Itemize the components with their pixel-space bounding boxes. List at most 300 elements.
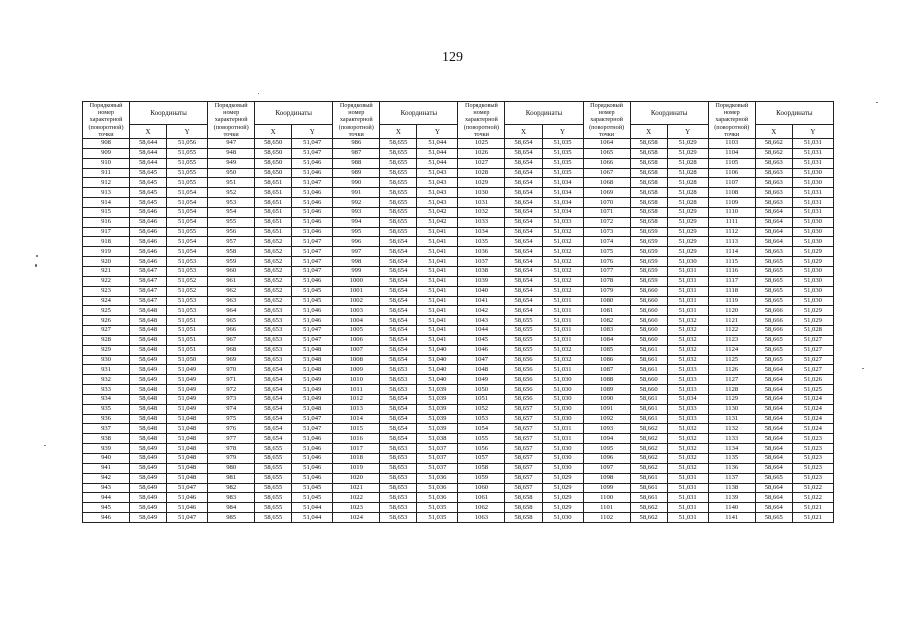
y-cell: 51,053 bbox=[167, 257, 208, 267]
x-cell: 58,660 bbox=[630, 326, 667, 336]
point-number-cell: 1016 bbox=[333, 434, 380, 444]
x-cell: 58,666 bbox=[755, 326, 792, 336]
point-number-cell: 1077 bbox=[583, 266, 630, 276]
point-number-cell: 940 bbox=[83, 454, 130, 464]
point-number-cell: 908 bbox=[83, 139, 130, 149]
y-cell: 51,041 bbox=[417, 335, 458, 345]
y-cell: 51,035 bbox=[417, 513, 458, 523]
y-cell: 51,042 bbox=[417, 217, 458, 227]
y-cell: 51,041 bbox=[417, 296, 458, 306]
y-cell: 51,047 bbox=[167, 513, 208, 523]
y-cell: 51,046 bbox=[292, 454, 333, 464]
point-number-cell: 956 bbox=[208, 227, 255, 237]
y-cell: 51,034 bbox=[542, 198, 583, 208]
point-number-cell: 1129 bbox=[708, 394, 755, 404]
point-number-cell: 979 bbox=[208, 454, 255, 464]
x-cell: 58,648 bbox=[130, 424, 167, 434]
x-cell: 58,662 bbox=[755, 148, 792, 158]
x-cell: 58,654 bbox=[255, 375, 292, 385]
x-cell: 58,664 bbox=[755, 394, 792, 404]
point-number-cell: 1054 bbox=[458, 424, 505, 434]
x-cell: 58,655 bbox=[380, 168, 417, 178]
point-number-cell: 913 bbox=[83, 188, 130, 198]
x-cell: 58,654 bbox=[380, 424, 417, 434]
x-cell: 58,657 bbox=[505, 414, 542, 424]
x-cell: 58,659 bbox=[630, 276, 667, 286]
point-number-cell: 1014 bbox=[333, 414, 380, 424]
table-row bbox=[83, 385, 834, 395]
x-cell: 58,665 bbox=[755, 355, 792, 365]
y-header: Y bbox=[792, 125, 833, 139]
point-number-cell: 928 bbox=[83, 335, 130, 345]
x-header: X bbox=[505, 125, 542, 139]
y-cell: 51,047 bbox=[167, 483, 208, 493]
table-row bbox=[83, 375, 834, 385]
x-cell: 58,662 bbox=[630, 503, 667, 513]
table-row bbox=[83, 326, 834, 336]
y-cell: 51,044 bbox=[417, 139, 458, 149]
x-cell: 58,654 bbox=[380, 276, 417, 286]
y-cell: 51,032 bbox=[542, 257, 583, 267]
y-cell: 51,031 bbox=[667, 296, 708, 306]
table-row bbox=[83, 335, 834, 345]
x-cell: 58,646 bbox=[130, 237, 167, 247]
x-cell: 58,655 bbox=[255, 513, 292, 523]
table-row bbox=[83, 463, 834, 473]
y-cell: 51,031 bbox=[542, 306, 583, 316]
y-cell: 51,035 bbox=[417, 503, 458, 513]
point-number-cell: 1136 bbox=[708, 463, 755, 473]
point-number-cell: 1133 bbox=[708, 434, 755, 444]
point-number-cell: 1017 bbox=[333, 444, 380, 454]
point-number-cell: 953 bbox=[208, 198, 255, 208]
y-cell: 51,049 bbox=[292, 375, 333, 385]
y-cell: 51,049 bbox=[167, 365, 208, 375]
y-cell: 51,054 bbox=[167, 188, 208, 198]
y-cell: 51,048 bbox=[292, 345, 333, 355]
point-number-cell: 1057 bbox=[458, 454, 505, 464]
point-number-cell: 945 bbox=[83, 503, 130, 513]
point-number-cell: 916 bbox=[83, 217, 130, 227]
y-cell: 51,041 bbox=[417, 227, 458, 237]
point-number-cell: 932 bbox=[83, 375, 130, 385]
point-number-cell: 1105 bbox=[708, 158, 755, 168]
point-number-cell: 1009 bbox=[333, 365, 380, 375]
x-cell: 58,657 bbox=[505, 483, 542, 493]
point-number-cell: 950 bbox=[208, 168, 255, 178]
x-cell: 58,646 bbox=[130, 257, 167, 267]
y-cell: 51,032 bbox=[667, 434, 708, 444]
point-number-cell: 962 bbox=[208, 286, 255, 296]
point-number-cell: 1079 bbox=[583, 286, 630, 296]
point-number-cell: 960 bbox=[208, 266, 255, 276]
coordinates-header: Координаты bbox=[630, 102, 708, 125]
x-cell: 58,658 bbox=[630, 148, 667, 158]
x-cell: 58,657 bbox=[505, 404, 542, 414]
point-number-header: Порядковый номер характерной (поворотной) точки bbox=[708, 102, 755, 139]
x-cell: 58,665 bbox=[755, 286, 792, 296]
x-cell: 58,654 bbox=[505, 207, 542, 217]
point-number-cell: 1116 bbox=[708, 266, 755, 276]
x-cell: 58,654 bbox=[380, 286, 417, 296]
x-cell: 58,649 bbox=[130, 513, 167, 523]
x-cell: 58,653 bbox=[380, 513, 417, 523]
point-number-cell: 1001 bbox=[333, 286, 380, 296]
point-number-cell: 1038 bbox=[458, 266, 505, 276]
table-body bbox=[83, 139, 834, 523]
x-cell: 58,649 bbox=[130, 493, 167, 503]
y-cell: 51,047 bbox=[292, 148, 333, 158]
x-cell: 58,662 bbox=[630, 513, 667, 523]
x-cell: 58,664 bbox=[755, 434, 792, 444]
y-cell: 51,032 bbox=[542, 286, 583, 296]
x-cell: 58,653 bbox=[255, 316, 292, 326]
y-cell: 51,023 bbox=[792, 434, 833, 444]
x-cell: 58,653 bbox=[380, 444, 417, 454]
x-cell: 58,654 bbox=[380, 296, 417, 306]
point-number-cell: 1073 bbox=[583, 227, 630, 237]
x-cell: 58,646 bbox=[130, 247, 167, 257]
x-cell: 58,655 bbox=[505, 326, 542, 336]
x-cell: 58,653 bbox=[380, 503, 417, 513]
point-number-cell: 1050 bbox=[458, 385, 505, 395]
x-cell: 58,657 bbox=[505, 434, 542, 444]
point-number-cell: 1100 bbox=[583, 493, 630, 503]
y-cell: 51,021 bbox=[792, 503, 833, 513]
coordinates-header: Координаты bbox=[755, 102, 833, 125]
y-cell: 51,030 bbox=[792, 178, 833, 188]
y-cell: 51,045 bbox=[292, 296, 333, 306]
point-number-cell: 964 bbox=[208, 306, 255, 316]
x-cell: 58,665 bbox=[755, 257, 792, 267]
x-cell: 58,655 bbox=[380, 158, 417, 168]
y-cell: 51,033 bbox=[667, 414, 708, 424]
x-cell: 58,658 bbox=[630, 139, 667, 149]
point-number-cell: 1020 bbox=[333, 473, 380, 483]
x-cell: 58,655 bbox=[505, 335, 542, 345]
y-cell: 51,038 bbox=[417, 434, 458, 444]
point-number-cell: 978 bbox=[208, 444, 255, 454]
y-cell: 51,055 bbox=[167, 158, 208, 168]
x-cell: 58,660 bbox=[630, 375, 667, 385]
x-cell: 58,652 bbox=[255, 266, 292, 276]
y-cell: 51,032 bbox=[667, 424, 708, 434]
x-cell: 58,664 bbox=[755, 503, 792, 513]
point-number-cell: 957 bbox=[208, 237, 255, 247]
y-cell: 51,030 bbox=[792, 276, 833, 286]
y-cell: 51,031 bbox=[542, 335, 583, 345]
point-number-cell: 1052 bbox=[458, 404, 505, 414]
point-number-cell: 1047 bbox=[458, 355, 505, 365]
x-cell: 58,664 bbox=[755, 454, 792, 464]
point-number-cell: 1086 bbox=[583, 355, 630, 365]
point-number-cell: 1113 bbox=[708, 237, 755, 247]
point-number-cell: 1063 bbox=[458, 513, 505, 523]
table-row bbox=[83, 483, 834, 493]
y-cell: 51,037 bbox=[417, 463, 458, 473]
point-number-cell: 915 bbox=[83, 207, 130, 217]
x-cell: 58,661 bbox=[630, 483, 667, 493]
y-cell: 51,055 bbox=[167, 227, 208, 237]
y-cell: 51,046 bbox=[292, 168, 333, 178]
point-number-cell: 1118 bbox=[708, 286, 755, 296]
x-cell: 58,653 bbox=[255, 335, 292, 345]
y-cell: 51,047 bbox=[292, 424, 333, 434]
y-cell: 51,041 bbox=[417, 237, 458, 247]
x-cell: 58,664 bbox=[755, 227, 792, 237]
point-number-cell: 1081 bbox=[583, 306, 630, 316]
x-cell: 58,665 bbox=[755, 266, 792, 276]
x-cell: 58,656 bbox=[505, 365, 542, 375]
table-row bbox=[83, 394, 834, 404]
point-number-cell: 1065 bbox=[583, 148, 630, 158]
y-cell: 51,043 bbox=[417, 188, 458, 198]
point-number-cell: 942 bbox=[83, 473, 130, 483]
point-number-header: Порядковый номер характерной (поворотной) точки bbox=[83, 102, 130, 139]
point-number-cell: 999 bbox=[333, 266, 380, 276]
y-cell: 51,041 bbox=[417, 286, 458, 296]
point-number-cell: 1141 bbox=[708, 513, 755, 523]
x-cell: 58,654 bbox=[505, 257, 542, 267]
y-cell: 51,040 bbox=[417, 345, 458, 355]
point-number-cell: 974 bbox=[208, 404, 255, 414]
y-cell: 51,031 bbox=[667, 306, 708, 316]
x-cell: 58,664 bbox=[755, 414, 792, 424]
x-cell: 58,663 bbox=[755, 188, 792, 198]
y-cell: 51,053 bbox=[167, 266, 208, 276]
y-cell: 51,036 bbox=[417, 483, 458, 493]
point-number-cell: 1068 bbox=[583, 178, 630, 188]
y-cell: 51,046 bbox=[292, 188, 333, 198]
y-cell: 51,046 bbox=[292, 444, 333, 454]
coordinates-header: Координаты bbox=[380, 102, 458, 125]
y-cell: 51,048 bbox=[167, 434, 208, 444]
x-header: X bbox=[630, 125, 667, 139]
point-number-cell: 1002 bbox=[333, 296, 380, 306]
y-header: Y bbox=[667, 125, 708, 139]
point-number-cell: 1049 bbox=[458, 375, 505, 385]
y-header: Y bbox=[542, 125, 583, 139]
y-cell: 51,039 bbox=[417, 385, 458, 395]
point-number-cell: 1030 bbox=[458, 188, 505, 198]
table-row bbox=[83, 158, 834, 168]
x-header: X bbox=[130, 125, 167, 139]
point-number-cell: 959 bbox=[208, 257, 255, 267]
x-cell: 58,663 bbox=[755, 198, 792, 208]
point-number-cell: 1102 bbox=[583, 513, 630, 523]
y-cell: 51,033 bbox=[667, 385, 708, 395]
x-cell: 58,661 bbox=[630, 473, 667, 483]
point-number-cell: 986 bbox=[333, 139, 380, 149]
y-cell: 51,055 bbox=[167, 148, 208, 158]
point-number-cell: 1021 bbox=[333, 483, 380, 493]
point-number-cell: 1066 bbox=[583, 158, 630, 168]
table-row bbox=[83, 444, 834, 454]
point-number-cell: 1095 bbox=[583, 444, 630, 454]
x-cell: 58,665 bbox=[755, 276, 792, 286]
y-cell: 51,054 bbox=[167, 217, 208, 227]
y-cell: 51,029 bbox=[667, 227, 708, 237]
point-number-cell: 1115 bbox=[708, 257, 755, 267]
x-cell: 58,653 bbox=[255, 306, 292, 316]
y-cell: 51,029 bbox=[792, 257, 833, 267]
y-cell: 51,049 bbox=[167, 375, 208, 385]
y-cell: 51,032 bbox=[667, 345, 708, 355]
x-cell: 58,659 bbox=[630, 237, 667, 247]
y-cell: 51,023 bbox=[792, 454, 833, 464]
x-cell: 58,651 bbox=[255, 188, 292, 198]
point-number-cell: 963 bbox=[208, 296, 255, 306]
y-cell: 51,054 bbox=[167, 207, 208, 217]
table-row bbox=[83, 276, 834, 286]
point-number-cell: 1067 bbox=[583, 168, 630, 178]
point-number-cell: 1040 bbox=[458, 286, 505, 296]
point-number-cell: 1106 bbox=[708, 168, 755, 178]
point-number-cell: 983 bbox=[208, 493, 255, 503]
y-cell: 51,047 bbox=[292, 326, 333, 336]
y-cell: 51,029 bbox=[792, 306, 833, 316]
x-cell: 58,650 bbox=[255, 139, 292, 149]
y-cell: 51,031 bbox=[667, 266, 708, 276]
scan-speck bbox=[44, 445, 46, 446]
y-cell: 51,032 bbox=[542, 237, 583, 247]
point-number-cell: 1051 bbox=[458, 394, 505, 404]
y-cell: 51,030 bbox=[792, 217, 833, 227]
y-cell: 51,046 bbox=[292, 316, 333, 326]
point-number-cell: 951 bbox=[208, 178, 255, 188]
point-number-cell: 1004 bbox=[333, 316, 380, 326]
y-cell: 51,031 bbox=[792, 158, 833, 168]
y-cell: 51,041 bbox=[417, 266, 458, 276]
x-cell: 58,644 bbox=[130, 148, 167, 158]
x-cell: 58,659 bbox=[630, 247, 667, 257]
x-cell: 58,653 bbox=[380, 483, 417, 493]
x-cell: 58,655 bbox=[380, 139, 417, 149]
x-cell: 58,664 bbox=[755, 237, 792, 247]
y-cell: 51,030 bbox=[542, 454, 583, 464]
x-cell: 58,654 bbox=[380, 257, 417, 267]
point-number-header: Порядковый номер характерной (поворотной) точки bbox=[583, 102, 630, 139]
x-cell: 58,652 bbox=[255, 286, 292, 296]
point-number-cell: 1007 bbox=[333, 345, 380, 355]
y-cell: 51,047 bbox=[292, 139, 333, 149]
x-cell: 58,659 bbox=[630, 257, 667, 267]
x-cell: 58,653 bbox=[255, 355, 292, 365]
x-cell: 58,660 bbox=[630, 385, 667, 395]
table-row bbox=[83, 217, 834, 227]
y-cell: 51,036 bbox=[417, 493, 458, 503]
point-number-cell: 921 bbox=[83, 266, 130, 276]
point-number-cell: 920 bbox=[83, 257, 130, 267]
point-number-cell: 1120 bbox=[708, 306, 755, 316]
x-cell: 58,657 bbox=[505, 463, 542, 473]
y-cell: 51,030 bbox=[542, 375, 583, 385]
point-number-cell: 1137 bbox=[708, 473, 755, 483]
table-row bbox=[83, 296, 834, 306]
y-cell: 51,040 bbox=[417, 365, 458, 375]
scan-speck bbox=[862, 368, 864, 369]
point-number-cell: 926 bbox=[83, 316, 130, 326]
y-cell: 51,031 bbox=[792, 148, 833, 158]
y-cell: 51,032 bbox=[667, 335, 708, 345]
point-number-cell: 1058 bbox=[458, 463, 505, 473]
point-number-cell: 1023 bbox=[333, 503, 380, 513]
y-cell: 51,030 bbox=[542, 513, 583, 523]
x-cell: 58,664 bbox=[755, 385, 792, 395]
point-number-cell: 969 bbox=[208, 355, 255, 365]
y-cell: 51,029 bbox=[667, 148, 708, 158]
x-cell: 58,654 bbox=[380, 237, 417, 247]
x-cell: 58,651 bbox=[255, 227, 292, 237]
point-number-cell: 1099 bbox=[583, 483, 630, 493]
x-cell: 58,649 bbox=[130, 355, 167, 365]
x-cell: 58,661 bbox=[630, 394, 667, 404]
x-cell: 58,654 bbox=[255, 404, 292, 414]
y-cell: 51,031 bbox=[792, 207, 833, 217]
y-cell: 51,047 bbox=[292, 335, 333, 345]
point-number-cell: 1003 bbox=[333, 306, 380, 316]
point-number-cell: 1062 bbox=[458, 503, 505, 513]
y-cell: 51,049 bbox=[167, 385, 208, 395]
x-cell: 58,656 bbox=[505, 375, 542, 385]
point-number-cell: 1035 bbox=[458, 237, 505, 247]
x-cell: 58,654 bbox=[505, 276, 542, 286]
point-number-cell: 1060 bbox=[458, 483, 505, 493]
x-cell: 58,662 bbox=[630, 444, 667, 454]
table-row bbox=[83, 266, 834, 276]
point-number-cell: 927 bbox=[83, 326, 130, 336]
point-number-cell: 1091 bbox=[583, 404, 630, 414]
point-number-cell: 1061 bbox=[458, 493, 505, 503]
table-row bbox=[83, 434, 834, 444]
x-cell: 58,658 bbox=[630, 217, 667, 227]
point-number-cell: 1103 bbox=[708, 139, 755, 149]
table-row bbox=[83, 345, 834, 355]
x-cell: 58,654 bbox=[380, 316, 417, 326]
x-cell: 58,665 bbox=[755, 296, 792, 306]
x-cell: 58,665 bbox=[755, 335, 792, 345]
y-cell: 51,049 bbox=[167, 404, 208, 414]
x-cell: 58,664 bbox=[755, 463, 792, 473]
y-cell: 51,047 bbox=[292, 266, 333, 276]
point-number-cell: 1085 bbox=[583, 345, 630, 355]
y-cell: 51,031 bbox=[667, 493, 708, 503]
x-cell: 58,645 bbox=[130, 178, 167, 188]
point-number-cell: 1053 bbox=[458, 414, 505, 424]
y-cell: 51,028 bbox=[667, 188, 708, 198]
y-cell: 51,055 bbox=[167, 178, 208, 188]
point-number-cell: 914 bbox=[83, 198, 130, 208]
y-cell: 51,052 bbox=[167, 286, 208, 296]
point-number-cell: 909 bbox=[83, 148, 130, 158]
point-number-cell: 1034 bbox=[458, 227, 505, 237]
scan-speck bbox=[36, 255, 38, 257]
point-number-cell: 993 bbox=[333, 207, 380, 217]
x-cell: 58,649 bbox=[130, 444, 167, 454]
y-cell: 51,047 bbox=[292, 247, 333, 257]
point-number-cell: 1022 bbox=[333, 493, 380, 503]
x-cell: 58,653 bbox=[380, 473, 417, 483]
point-number-cell: 1109 bbox=[708, 198, 755, 208]
x-cell: 58,666 bbox=[755, 306, 792, 316]
x-cell: 58,664 bbox=[755, 483, 792, 493]
point-number-cell: 1018 bbox=[333, 454, 380, 464]
y-cell: 51,035 bbox=[542, 148, 583, 158]
y-cell: 51,027 bbox=[792, 365, 833, 375]
y-cell: 51,046 bbox=[292, 276, 333, 286]
y-cell: 51,046 bbox=[292, 463, 333, 473]
y-cell: 51,032 bbox=[542, 276, 583, 286]
